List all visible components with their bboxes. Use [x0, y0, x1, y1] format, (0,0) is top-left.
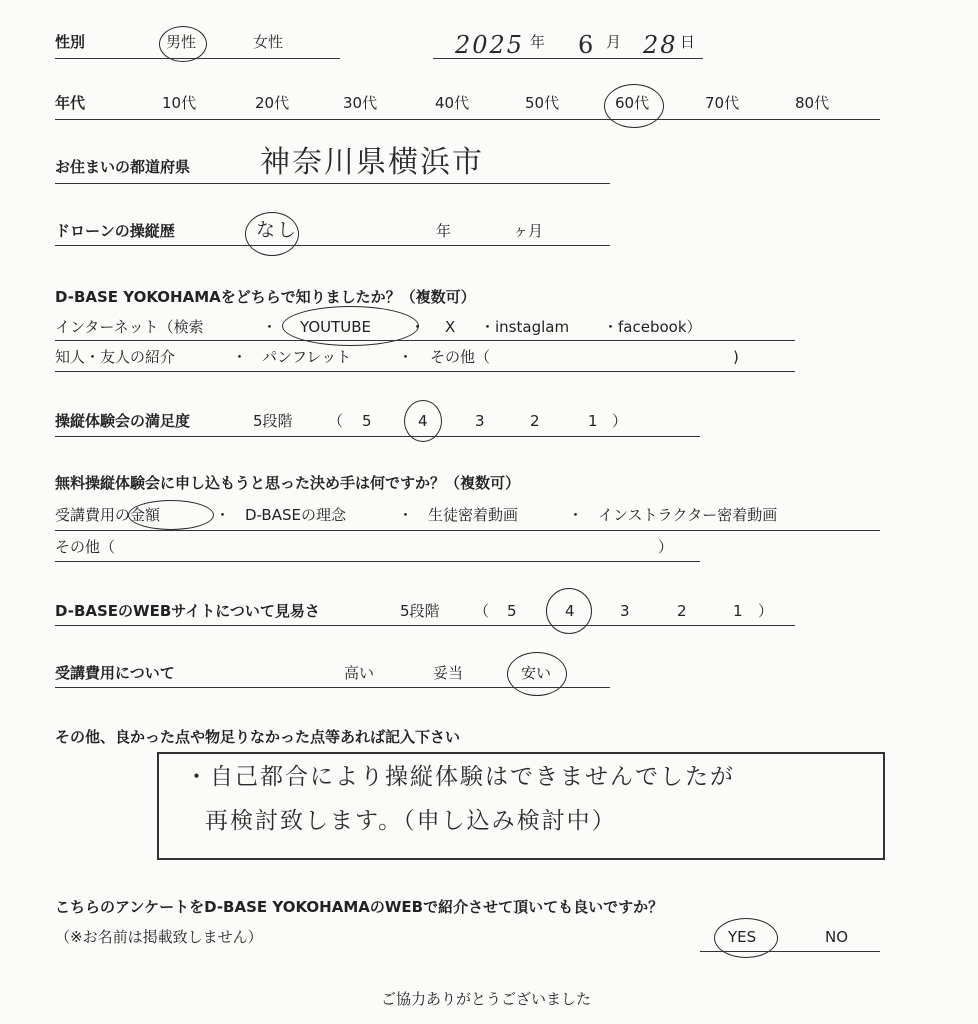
- source-other[interactable]: その他（: [430, 348, 491, 366]
- source-pamphlet[interactable]: パンフレット: [262, 348, 352, 366]
- website-option-5[interactable]: 5: [507, 602, 517, 620]
- comments-question: その他、良かった点や物足りなかった点等あれば記入下さい: [55, 728, 461, 746]
- age-label: 年代: [55, 94, 86, 112]
- underline: [55, 625, 795, 626]
- fee-label: 受講費用について: [55, 664, 175, 682]
- deciding-instructor-video[interactable]: インストラクター密着動画: [598, 506, 778, 524]
- age-option-20[interactable]: 20代: [255, 94, 290, 112]
- thanks-text: ご協力ありがとうございました: [381, 990, 592, 1008]
- selection-circle: [507, 652, 567, 696]
- selection-circle: [714, 918, 778, 958]
- gender-option-male[interactable]: 男性: [166, 33, 197, 51]
- underline: [55, 340, 795, 341]
- selection-circle: [546, 588, 592, 634]
- source-youtube[interactable]: YOUTUBE: [300, 318, 372, 336]
- source-question: D-BASE YOKOHAMAをどちらで知りましたか？（複数可）: [55, 288, 476, 306]
- age-option-10[interactable]: 10代: [162, 94, 197, 112]
- fee-option-high[interactable]: 高い: [344, 664, 375, 682]
- age-option-50[interactable]: 50代: [525, 94, 560, 112]
- age-option-80[interactable]: 80代: [795, 94, 830, 112]
- satisfaction-option-2[interactable]: 2: [530, 412, 540, 430]
- deciding-fee[interactable]: 受講費用の金額: [55, 506, 161, 524]
- separator-dot: ・: [262, 318, 278, 336]
- deciding-student-video[interactable]: 生徒密着動画: [428, 506, 519, 524]
- deciding-question: 無料操縦体験会に申し込もうと思った決め手は何ですか？（複数可）: [55, 474, 521, 492]
- year-unit: 年: [530, 33, 546, 51]
- date-month: 6: [578, 31, 596, 59]
- underline: [55, 561, 700, 562]
- separator-dot: ・: [410, 318, 426, 336]
- paren-close: ）: [658, 538, 674, 556]
- underline: [55, 530, 880, 531]
- paren-close: ）: [758, 602, 774, 620]
- separator-dot: ・: [568, 506, 584, 524]
- date-year: 2025: [455, 31, 525, 59]
- separator-dot: ・: [215, 506, 231, 524]
- underline: [700, 951, 880, 952]
- separator-dot: ・: [398, 348, 414, 366]
- fee-option-cheap[interactable]: 安い: [521, 664, 552, 682]
- deciding-philosophy[interactable]: D-BASEの理念: [245, 506, 346, 524]
- drone-history-answer: なし: [256, 219, 299, 241]
- website-label: D-BASEのWEBサイトについて見易さ: [55, 602, 320, 620]
- source-internet[interactable]: インターネット（検索: [55, 318, 204, 336]
- publish-no[interactable]: NO: [825, 928, 849, 946]
- website-option-4[interactable]: 4: [565, 602, 575, 620]
- selection-circle: [604, 84, 664, 128]
- publish-question: こちらのアンケートをD-BASE YOKOHAMAのWEBで紹介させて頂いても良いですか？: [55, 898, 664, 916]
- satisfaction-option-3[interactable]: 3: [475, 412, 485, 430]
- publish-yes[interactable]: YES: [728, 928, 757, 946]
- fee-option-fair[interactable]: 妥当: [433, 664, 464, 682]
- underline: [55, 119, 880, 120]
- source-other-close: ): [733, 348, 739, 366]
- gender-label: 性別: [55, 33, 86, 51]
- gender-option-female[interactable]: 女性: [253, 33, 284, 51]
- year-unit: 年: [436, 222, 452, 240]
- separator-dot: ・: [232, 348, 248, 366]
- underline: [55, 436, 700, 437]
- age-option-40[interactable]: 40代: [435, 94, 470, 112]
- website-scale: 5段階: [400, 602, 440, 620]
- age-option-30[interactable]: 30代: [343, 94, 378, 112]
- source-facebook[interactable]: ・facebook）: [603, 318, 702, 336]
- satisfaction-label: 操縦体験会の満足度: [55, 412, 191, 430]
- underline: [55, 245, 610, 246]
- month-unit: 月: [606, 33, 622, 51]
- drone-history-label: ドローンの操縦歴: [55, 222, 175, 240]
- website-option-1[interactable]: 1: [733, 602, 743, 620]
- source-referral[interactable]: 知人・友人の紹介: [55, 348, 176, 366]
- satisfaction-option-4[interactable]: 4: [418, 412, 428, 430]
- publish-note: （※お名前は掲載致しません）: [55, 928, 263, 946]
- age-option-60[interactable]: 60代: [615, 94, 650, 112]
- underline: [55, 371, 795, 372]
- selection-circle: [128, 500, 214, 530]
- source-instagram[interactable]: ・instaglam: [480, 318, 570, 336]
- underline: [55, 183, 610, 184]
- prefecture-label: お住まいの都道府県: [55, 158, 191, 176]
- separator-dot: ・: [398, 506, 414, 524]
- underline: [433, 58, 703, 59]
- website-option-2[interactable]: 2: [677, 602, 687, 620]
- paren-close: ）: [612, 412, 628, 430]
- satisfaction-option-1[interactable]: 1: [588, 412, 598, 430]
- website-option-3[interactable]: 3: [620, 602, 630, 620]
- satisfaction-option-5[interactable]: 5: [362, 412, 372, 430]
- comments-line-1: ・自己都合により操縦体験はできませんでしたが: [185, 764, 735, 790]
- underline: [55, 687, 610, 688]
- deciding-other[interactable]: その他（: [55, 538, 116, 556]
- underline: [55, 58, 340, 59]
- source-x[interactable]: X: [445, 318, 456, 336]
- paren-open: （: [474, 602, 490, 620]
- satisfaction-scale: 5段階: [253, 412, 293, 430]
- prefecture-answer: 神奈川県横浜市: [260, 145, 484, 180]
- paren-open: （: [328, 412, 344, 430]
- comments-line-2: 再検討致します。（申し込み検討中）: [205, 808, 617, 834]
- selection-circle: [245, 212, 299, 256]
- date-day: 28: [643, 31, 678, 59]
- selection-circle: [159, 26, 207, 62]
- age-option-70[interactable]: 70代: [705, 94, 740, 112]
- day-unit: 日: [680, 33, 696, 51]
- month-unit: ヶ月: [513, 222, 544, 240]
